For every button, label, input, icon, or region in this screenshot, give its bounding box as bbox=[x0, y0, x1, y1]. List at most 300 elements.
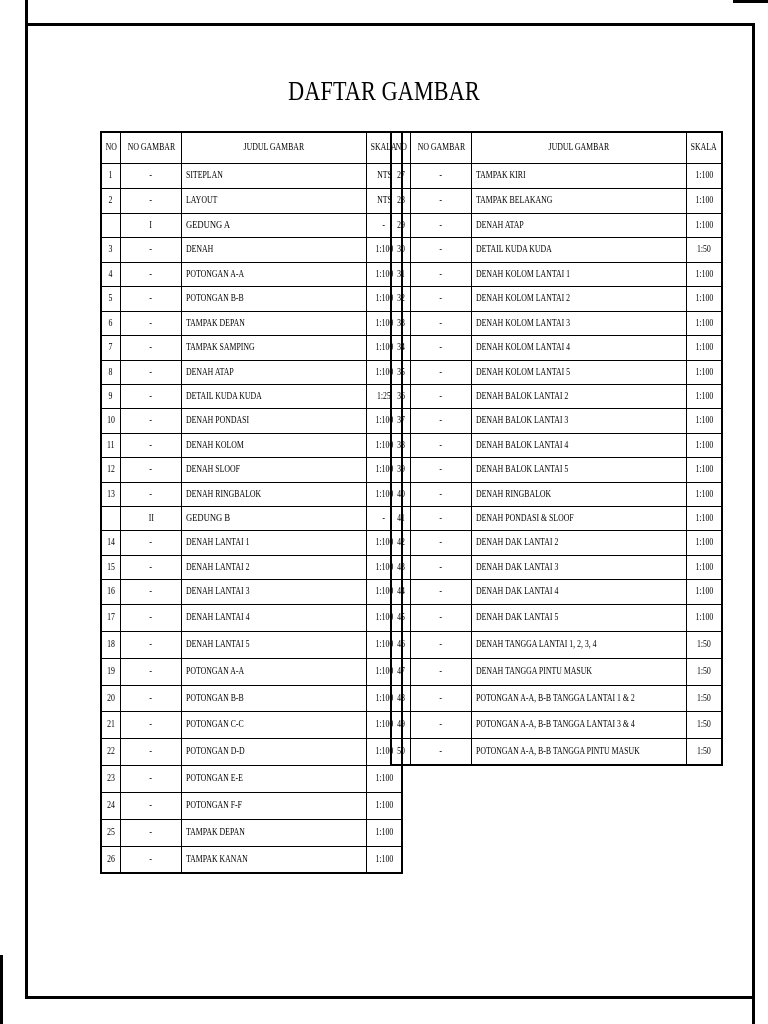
cell-no-text: 30 bbox=[396, 244, 405, 255]
table-row bbox=[391, 555, 722, 579]
cell-skala-text: 1:100 bbox=[695, 195, 713, 206]
table-header-row bbox=[391, 132, 722, 163]
cell-judul-gambar bbox=[182, 237, 367, 262]
cell-no-gambar bbox=[410, 685, 472, 711]
cell-no-gambar-text: - bbox=[149, 366, 153, 378]
cell-no-text: 2 bbox=[108, 195, 113, 206]
cell-judul-gambar-text: DENAH BALOK LANTAI 2 bbox=[476, 390, 569, 402]
cell-judul-gambar-text: POTONGAN E-E bbox=[186, 773, 244, 784]
table-row bbox=[391, 360, 722, 384]
table-row bbox=[391, 604, 722, 631]
cell-no-text: 3 bbox=[108, 244, 113, 255]
cell-judul-gambar-text: DENAH KOLOM LANTAI 5 bbox=[476, 366, 571, 378]
cell-no-gambar-text: - bbox=[439, 170, 443, 181]
table-row bbox=[391, 384, 722, 408]
cell-no-gambar-text: - bbox=[149, 746, 153, 757]
cell-judul-gambar bbox=[472, 213, 687, 237]
cell-skala bbox=[687, 482, 722, 506]
table-row bbox=[101, 237, 402, 262]
header-judul-gambar-text: JUDUL GAMBAR bbox=[244, 142, 305, 154]
table-row bbox=[391, 262, 722, 286]
cell-no-gambar bbox=[410, 311, 472, 335]
cell-skala bbox=[687, 408, 722, 433]
cell-no-gambar-text: - bbox=[439, 268, 443, 280]
cell-skala bbox=[687, 530, 722, 555]
cell-no-gambar-text: - bbox=[149, 666, 153, 677]
cell-no-gambar bbox=[120, 658, 182, 685]
cell-no-gambar-text: I bbox=[149, 219, 153, 231]
cell-no-gambar-text: - bbox=[149, 342, 153, 353]
cell-no-gambar bbox=[120, 530, 182, 555]
cell-no bbox=[101, 286, 120, 311]
cell-no bbox=[101, 262, 120, 286]
cell-no bbox=[101, 188, 120, 213]
cell-judul-gambar bbox=[182, 457, 367, 482]
cell-no-gambar-text: - bbox=[439, 293, 443, 304]
cell-no-gambar-text: - bbox=[439, 512, 443, 524]
cell-judul-gambar bbox=[472, 262, 687, 286]
cell-no bbox=[391, 360, 410, 384]
table-row bbox=[101, 555, 402, 579]
cell-no-gambar-text: - bbox=[149, 439, 153, 451]
cell-no-text: 14 bbox=[106, 537, 115, 548]
cell-judul-gambar-text: DENAH KOLOM LANTAI 2 bbox=[476, 293, 571, 304]
cell-no-gambar-text: - bbox=[149, 488, 153, 500]
cell-judul-gambar-text: DENAH LANTAI 4 bbox=[186, 612, 250, 623]
cell-no bbox=[101, 631, 120, 658]
cell-no-text: 8 bbox=[108, 366, 113, 378]
cell-judul-gambar bbox=[472, 555, 687, 579]
cell-no-gambar bbox=[120, 384, 182, 408]
cell-no-gambar bbox=[120, 457, 182, 482]
cell-judul-gambar bbox=[472, 604, 687, 631]
cell-no-gambar bbox=[120, 311, 182, 335]
cell-no bbox=[101, 360, 120, 384]
cell-judul-gambar bbox=[182, 555, 367, 579]
cell-skala-text: 1:100 bbox=[375, 268, 393, 280]
cell-judul-gambar-text: TAMPAK KIRI bbox=[476, 170, 526, 181]
cell-no-gambar bbox=[410, 711, 472, 738]
cell-no bbox=[101, 530, 120, 555]
cell-skala-text: 1:100 bbox=[375, 488, 393, 500]
cell-no-gambar-text: - bbox=[149, 317, 153, 329]
cell-no-gambar bbox=[410, 482, 472, 506]
table-row bbox=[101, 335, 402, 360]
cell-skala-text: 1:100 bbox=[375, 415, 393, 426]
cell-judul-gambar bbox=[472, 163, 687, 188]
cell-skala-text: 1:50 bbox=[697, 745, 711, 757]
header-skala-text: SKALA bbox=[690, 142, 717, 154]
cell-judul-gambar-text: DENAH ATAP bbox=[476, 219, 525, 231]
cell-no-gambar-text: - bbox=[149, 800, 153, 811]
cell-skala bbox=[687, 335, 722, 360]
cell-skala bbox=[367, 792, 402, 819]
cell-skala-text: 1:100 bbox=[375, 800, 393, 811]
cell-skala bbox=[687, 738, 722, 765]
table-row bbox=[101, 286, 402, 311]
cell-skala-text: 1:100 bbox=[375, 746, 393, 757]
cell-no-gambar bbox=[410, 286, 472, 311]
cell-no-text: 6 bbox=[108, 317, 113, 329]
cell-no-gambar-text: - bbox=[149, 853, 153, 865]
cell-judul-gambar-text: TAMPAK DEPAN bbox=[186, 317, 246, 329]
cell-no bbox=[391, 433, 410, 457]
cell-judul-gambar-text: DETAIL KUDA KUDA bbox=[476, 244, 553, 255]
cell-no-gambar-text: - bbox=[149, 464, 153, 475]
crop-mark bbox=[752, 998, 755, 1024]
crop-mark bbox=[733, 0, 768, 3]
cell-no-text: 32 bbox=[396, 293, 405, 304]
cell-judul-gambar bbox=[472, 482, 687, 506]
cell-judul-gambar bbox=[182, 846, 367, 873]
cell-no bbox=[101, 711, 120, 738]
cell-no-text: 45 bbox=[396, 612, 405, 623]
cell-judul-gambar bbox=[472, 237, 687, 262]
cell-skala-text: 1:100 bbox=[695, 342, 713, 353]
table-row bbox=[391, 631, 722, 658]
cell-no-gambar bbox=[410, 457, 472, 482]
cell-judul-gambar bbox=[472, 711, 687, 738]
cell-judul-gambar-text: DENAH DAK LANTAI 5 bbox=[476, 612, 559, 623]
cell-no-gambar bbox=[410, 163, 472, 188]
cell-judul-gambar bbox=[182, 384, 367, 408]
cell-skala-text: 1:50 bbox=[697, 666, 711, 677]
crop-mark bbox=[0, 955, 3, 1024]
cell-skala-text: 1:100 bbox=[375, 317, 393, 329]
cell-no bbox=[101, 792, 120, 819]
cell-no-text: 27 bbox=[396, 170, 405, 181]
cell-no-gambar-text: - bbox=[439, 561, 443, 573]
cell-skala-text: 1:100 bbox=[695, 219, 713, 231]
cell-judul-gambar-text: DENAH BALOK LANTAI 5 bbox=[476, 464, 569, 475]
cell-judul-gambar-text: POTONGAN F-F bbox=[186, 800, 243, 811]
cell-no bbox=[391, 579, 410, 604]
cell-judul-gambar bbox=[182, 506, 367, 530]
cell-no-gambar bbox=[120, 792, 182, 819]
cell-no-gambar bbox=[120, 711, 182, 738]
table-row bbox=[391, 457, 722, 482]
cell-no-gambar-text: - bbox=[439, 586, 443, 597]
table-row bbox=[101, 433, 402, 457]
cell-skala bbox=[687, 555, 722, 579]
cell-judul-gambar-text: DENAH ATAP bbox=[186, 366, 235, 378]
cell-skala-text: 1:100 bbox=[375, 827, 393, 838]
header-no-gambar bbox=[120, 132, 182, 163]
cell-no-gambar bbox=[120, 738, 182, 765]
cell-no-gambar bbox=[120, 631, 182, 658]
cell-no-gambar bbox=[410, 213, 472, 237]
cell-no-gambar bbox=[120, 819, 182, 846]
cell-no-text: 1 bbox=[108, 170, 113, 181]
cell-no-gambar-text: - bbox=[149, 170, 153, 181]
table-row bbox=[101, 738, 402, 765]
cell-skala-text: 1:100 bbox=[695, 317, 713, 329]
cell-judul-gambar-text: LAYOUT bbox=[186, 195, 218, 206]
header-no bbox=[101, 132, 120, 163]
cell-skala-text: 1:100 bbox=[695, 390, 713, 402]
cell-judul-gambar bbox=[182, 738, 367, 765]
cell-judul-gambar bbox=[472, 631, 687, 658]
cell-no-gambar bbox=[120, 188, 182, 213]
table-row bbox=[101, 765, 402, 792]
cell-no-gambar bbox=[410, 384, 472, 408]
cell-judul-gambar-text: DENAH LANTAI 1 bbox=[186, 537, 250, 548]
drawing-list-table-left bbox=[100, 131, 403, 874]
cell-judul-gambar bbox=[182, 604, 367, 631]
cell-no-text: 20 bbox=[106, 692, 115, 704]
table-row bbox=[391, 685, 722, 711]
cell-no-text: 35 bbox=[396, 366, 405, 378]
table-row bbox=[391, 506, 722, 530]
cell-skala bbox=[687, 163, 722, 188]
cell-no-text: 24 bbox=[106, 800, 115, 811]
cell-skala-text: 1:100 bbox=[695, 561, 713, 573]
cell-no bbox=[391, 237, 410, 262]
cell-judul-gambar-text: DENAH KOLOM LANTAI 3 bbox=[476, 317, 571, 329]
cell-no-text: 26 bbox=[106, 853, 115, 865]
cell-no bbox=[101, 311, 120, 335]
cell-no-gambar-text: - bbox=[439, 439, 443, 451]
cell-skala-text: 1:100 bbox=[695, 170, 713, 181]
cell-no-gambar-text: - bbox=[439, 745, 443, 757]
cell-judul-gambar-text: DENAH LANTAI 5 bbox=[186, 639, 250, 650]
cell-no bbox=[101, 579, 120, 604]
cell-skala-text: NTS bbox=[376, 195, 392, 206]
table-row bbox=[101, 457, 402, 482]
cell-no bbox=[391, 738, 410, 765]
cell-no bbox=[391, 384, 410, 408]
table-row bbox=[101, 604, 402, 631]
cell-no-text: 12 bbox=[106, 464, 115, 475]
table-row bbox=[101, 579, 402, 604]
cell-no-text: 50 bbox=[396, 745, 405, 757]
cell-skala-text: 1:100 bbox=[375, 293, 393, 304]
cell-no bbox=[101, 846, 120, 873]
cell-no-gambar-text: - bbox=[439, 366, 443, 378]
cell-no bbox=[101, 457, 120, 482]
cell-judul-gambar bbox=[472, 286, 687, 311]
cell-no-gambar bbox=[120, 433, 182, 457]
cell-no-gambar-text: - bbox=[149, 773, 153, 784]
table-row bbox=[101, 213, 402, 237]
cell-no bbox=[391, 482, 410, 506]
header-no-text: NO bbox=[395, 142, 407, 154]
cell-no bbox=[391, 408, 410, 433]
cell-no-text: 49 bbox=[396, 719, 405, 730]
cell-skala-text: 1:100 bbox=[375, 244, 393, 255]
cell-no-gambar bbox=[120, 846, 182, 873]
cell-no-gambar-text: - bbox=[149, 415, 153, 426]
cell-no-gambar bbox=[120, 408, 182, 433]
cell-skala-text: 1:50 bbox=[697, 244, 711, 255]
cell-skala-text: 1:100 bbox=[695, 464, 713, 475]
cell-skala-text: - bbox=[382, 219, 386, 231]
cell-no-gambar bbox=[410, 631, 472, 658]
cell-skala-text: 1:100 bbox=[375, 537, 393, 548]
cell-no-text: 9 bbox=[108, 390, 113, 402]
cell-no bbox=[391, 311, 410, 335]
table-row bbox=[101, 685, 402, 711]
cell-judul-gambar bbox=[182, 482, 367, 506]
cell-no-gambar bbox=[120, 335, 182, 360]
cell-no-gambar-text: - bbox=[439, 719, 443, 730]
cell-no bbox=[391, 685, 410, 711]
cell-judul-gambar bbox=[182, 335, 367, 360]
cell-skala bbox=[687, 360, 722, 384]
cell-skala bbox=[687, 237, 722, 262]
cell-no-gambar bbox=[120, 579, 182, 604]
cell-no bbox=[101, 506, 120, 530]
cell-skala bbox=[367, 765, 402, 792]
table-header-row bbox=[101, 132, 402, 163]
cell-judul-gambar-text: POTONGAN A-A bbox=[186, 268, 245, 280]
cell-no-text: 46 bbox=[396, 639, 405, 650]
cell-no bbox=[391, 286, 410, 311]
cell-no-text: 18 bbox=[106, 639, 115, 650]
cell-judul-gambar bbox=[472, 658, 687, 685]
cell-no-gambar bbox=[410, 530, 472, 555]
cell-no-gambar-text: - bbox=[149, 293, 153, 304]
cell-skala-text: 1:100 bbox=[375, 561, 393, 573]
cell-no-text: 13 bbox=[106, 488, 115, 500]
cell-skala-text: - bbox=[382, 512, 386, 524]
cell-judul-gambar-text: DENAH TANGGA PINTU MASUK bbox=[476, 666, 593, 677]
cell-judul-gambar bbox=[182, 408, 367, 433]
cell-no bbox=[101, 482, 120, 506]
cell-skala bbox=[687, 188, 722, 213]
cell-skala-text: 1:100 bbox=[375, 639, 393, 650]
cell-no-gambar-text: - bbox=[149, 612, 153, 623]
cell-no-text: 31 bbox=[396, 268, 405, 280]
header-judul-gambar bbox=[182, 132, 367, 163]
cell-no-gambar bbox=[410, 262, 472, 286]
cell-no-text: 19 bbox=[106, 666, 115, 677]
cell-no-text: 16 bbox=[106, 586, 115, 597]
table-row bbox=[101, 792, 402, 819]
cell-skala bbox=[687, 579, 722, 604]
header-no-gambar-text: NO GAMBAR bbox=[417, 142, 465, 154]
cell-judul-gambar bbox=[182, 262, 367, 286]
table-row bbox=[101, 384, 402, 408]
header-no-gambar-text: NO GAMBAR bbox=[127, 142, 175, 154]
cell-no-gambar bbox=[410, 408, 472, 433]
cell-skala bbox=[687, 631, 722, 658]
table-row bbox=[391, 530, 722, 555]
table-row bbox=[391, 286, 722, 311]
cell-no-gambar-text: - bbox=[439, 666, 443, 677]
cell-no-gambar-text: - bbox=[149, 719, 153, 730]
table-row bbox=[101, 262, 402, 286]
cell-judul-gambar-text: GEDUNG A bbox=[186, 219, 231, 231]
cell-no bbox=[391, 711, 410, 738]
cell-no bbox=[101, 213, 120, 237]
cell-judul-gambar-text: TAMPAK DEPAN bbox=[186, 827, 246, 838]
table-row bbox=[391, 311, 722, 335]
cell-judul-gambar-text: DENAH KOLOM LANTAI 4 bbox=[476, 342, 571, 353]
cell-no bbox=[101, 658, 120, 685]
cell-no-gambar bbox=[120, 482, 182, 506]
table-row bbox=[391, 188, 722, 213]
cell-judul-gambar bbox=[182, 711, 367, 738]
cell-skala-text: 1:50 bbox=[697, 692, 711, 704]
cell-no-text: 11 bbox=[106, 439, 115, 451]
cell-no-gambar bbox=[410, 360, 472, 384]
cell-judul-gambar bbox=[182, 360, 367, 384]
drawing-list-table-right bbox=[390, 131, 723, 766]
cell-skala-text: 1:25 bbox=[377, 390, 391, 402]
cell-judul-gambar bbox=[472, 188, 687, 213]
cell-no-gambar bbox=[410, 237, 472, 262]
cell-no-text: 44 bbox=[396, 586, 405, 597]
cell-skala bbox=[687, 213, 722, 237]
cell-judul-gambar bbox=[472, 335, 687, 360]
cell-no-text: 10 bbox=[106, 415, 115, 426]
cell-skala bbox=[687, 433, 722, 457]
cell-no-gambar-text: - bbox=[439, 195, 443, 206]
cell-no-text: 5 bbox=[108, 293, 113, 304]
cell-no-gambar bbox=[410, 188, 472, 213]
cell-no-text: 29 bbox=[396, 219, 405, 231]
cell-no-gambar-text: - bbox=[149, 827, 153, 838]
cell-skala-text: 1:100 bbox=[695, 488, 713, 500]
cell-judul-gambar-text: DENAH DAK LANTAI 3 bbox=[476, 561, 559, 573]
cell-skala bbox=[687, 262, 722, 286]
cell-no-text: 39 bbox=[396, 464, 405, 475]
cell-no bbox=[391, 555, 410, 579]
cell-no-gambar-text: - bbox=[439, 244, 443, 255]
cell-no-text: 33 bbox=[396, 317, 405, 329]
cell-skala bbox=[687, 506, 722, 530]
cell-judul-gambar-text: TAMPAK SAMPING bbox=[186, 342, 256, 353]
cell-no-gambar-text: - bbox=[149, 561, 153, 573]
cell-no-text: 15 bbox=[106, 561, 115, 573]
cell-no-gambar-text: II bbox=[148, 512, 154, 524]
table-row bbox=[391, 163, 722, 188]
cell-skala-text: 1:100 bbox=[375, 666, 393, 677]
table-row bbox=[101, 311, 402, 335]
cell-judul-gambar-text: POTONGAN C-C bbox=[186, 719, 245, 730]
cell-no-text: 23 bbox=[106, 773, 115, 784]
cell-skala-text: 1:100 bbox=[375, 586, 393, 597]
cell-skala-text: 1:100 bbox=[695, 512, 713, 524]
header-no bbox=[391, 132, 410, 163]
cell-judul-gambar bbox=[182, 792, 367, 819]
cell-skala-text: 1:100 bbox=[375, 464, 393, 475]
cell-skala bbox=[687, 711, 722, 738]
cell-skala-text: 1:100 bbox=[695, 612, 713, 623]
cell-no-gambar-text: - bbox=[149, 195, 153, 206]
cell-judul-gambar-text: DENAH BALOK LANTAI 4 bbox=[476, 439, 569, 451]
cell-no-gambar bbox=[120, 765, 182, 792]
table-row bbox=[391, 335, 722, 360]
cell-no-gambar-text: - bbox=[439, 415, 443, 426]
cell-no-gambar bbox=[410, 335, 472, 360]
cell-skala-text: 1:100 bbox=[695, 537, 713, 548]
cell-judul-gambar bbox=[182, 530, 367, 555]
cell-no bbox=[391, 262, 410, 286]
table-row bbox=[101, 658, 402, 685]
cell-no-gambar bbox=[120, 685, 182, 711]
table-row bbox=[101, 360, 402, 384]
cell-skala bbox=[367, 819, 402, 846]
cell-no-text: 4 bbox=[108, 268, 113, 280]
header-skala bbox=[687, 132, 722, 163]
table-row bbox=[391, 579, 722, 604]
cell-no bbox=[101, 408, 120, 433]
cell-judul-gambar-text: POTONGAN D-D bbox=[186, 746, 245, 757]
cell-no-gambar-text: - bbox=[439, 612, 443, 623]
cell-judul-gambar-text: DENAH DAK LANTAI 4 bbox=[476, 586, 559, 597]
